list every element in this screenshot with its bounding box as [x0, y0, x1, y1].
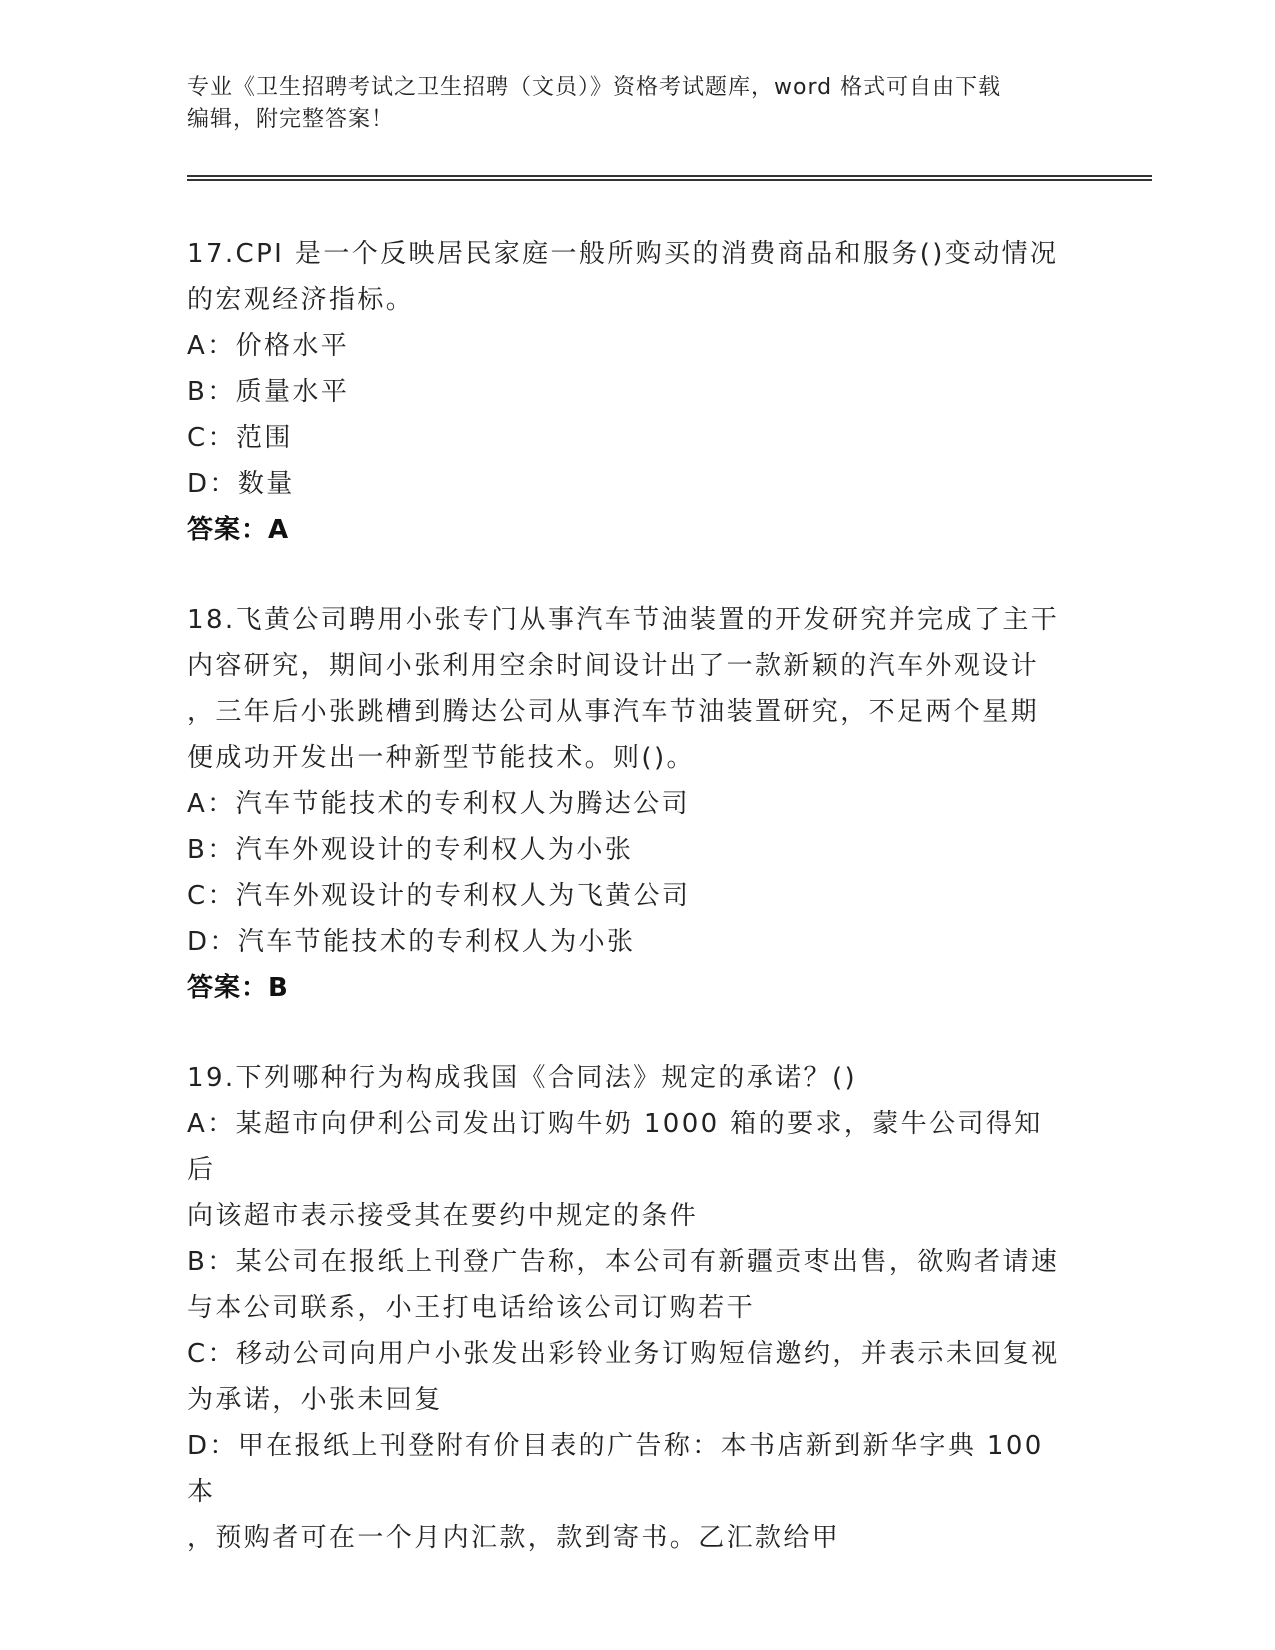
- option-d-cont: ，预购者可在一个月内汇款，款到寄书。乙汇款给甲: [187, 1523, 841, 1553]
- option-c: C：范围: [187, 423, 293, 453]
- option-b: B：汽车外观设计的专利权人为小张: [187, 835, 634, 865]
- option-b: B：质量水平: [187, 377, 350, 407]
- option-c: C：移动公司向用户小张发出彩铃业务订购短信邀约，并表示未回复视: [187, 1339, 1060, 1369]
- answer-line: [187, 965, 1067, 1011]
- option-d: D：汽车节能技术的专利权人为小张: [187, 927, 636, 957]
- question-17: [187, 231, 1067, 553]
- header-divider: [187, 175, 1152, 181]
- question-stem-line: 18.飞黄公司聘用小张专门从事汽车节油装置的开发研究并完成了主干: [187, 605, 1060, 635]
- answer-label: 答案：: [187, 973, 269, 1003]
- question-stem-line: ，三年后小张跳槽到腾达公司从事汽车节油装置研究，不足两个星期: [187, 697, 1040, 727]
- question-list: [187, 231, 1067, 1605]
- answer-value: B: [268, 973, 289, 1003]
- header-line: 编辑，附完整答案！: [187, 107, 395, 132]
- question-18: [187, 597, 1067, 1011]
- header-line: 专业《卫生招聘考试之卫生招聘（文员）》资格考试题库，word 格式可自由下载: [187, 75, 1002, 100]
- answer-line: [187, 507, 1067, 553]
- answer-label: 答案：: [187, 515, 269, 545]
- question-stem-line: 内容研究，期间小张利用空余时间设计出了一款新颖的汽车外观设计: [187, 651, 1040, 681]
- document-header: [187, 72, 1067, 136]
- option-c-cont: 为承诺，小张未回复: [187, 1385, 443, 1415]
- option-d: D：甲在报纸上刊登附有价目表的广告称：本书店新到新华字典 100 本: [187, 1431, 1044, 1507]
- option-b-cont: 与本公司联系，小王打电话给该公司订购若干: [187, 1293, 756, 1323]
- question-stem-line: 便成功开发出一种新型节能技术。则()。: [187, 743, 695, 773]
- option-a: A：价格水平: [187, 331, 350, 361]
- question-19: [187, 1055, 1067, 1561]
- option-d: D：数量: [187, 469, 295, 499]
- option-c: C：汽车外观设计的专利权人为飞黄公司: [187, 881, 691, 911]
- option-a: A：某超市向伊利公司发出订购牛奶 1000 箱的要求，蒙牛公司得知后: [187, 1109, 1043, 1185]
- option-b: B：某公司在报纸上刊登广告称，本公司有新疆贡枣出售，欲购者请速: [187, 1247, 1060, 1277]
- question-stem-line: 的宏观经济指标。: [187, 285, 415, 315]
- question-stem-line: 17.CPI 是一个反映居民家庭一般所购买的消费商品和服务()变动情况: [187, 239, 1059, 269]
- answer-value: A: [268, 515, 290, 545]
- option-a: A：汽车节能技术的专利权人为腾达公司: [187, 789, 690, 819]
- option-a-cont: 向该超市表示接受其在要约中规定的条件: [187, 1201, 699, 1231]
- question-stem-line: 19.下列哪种行为构成我国《合同法》规定的承诺？(): [187, 1063, 858, 1093]
